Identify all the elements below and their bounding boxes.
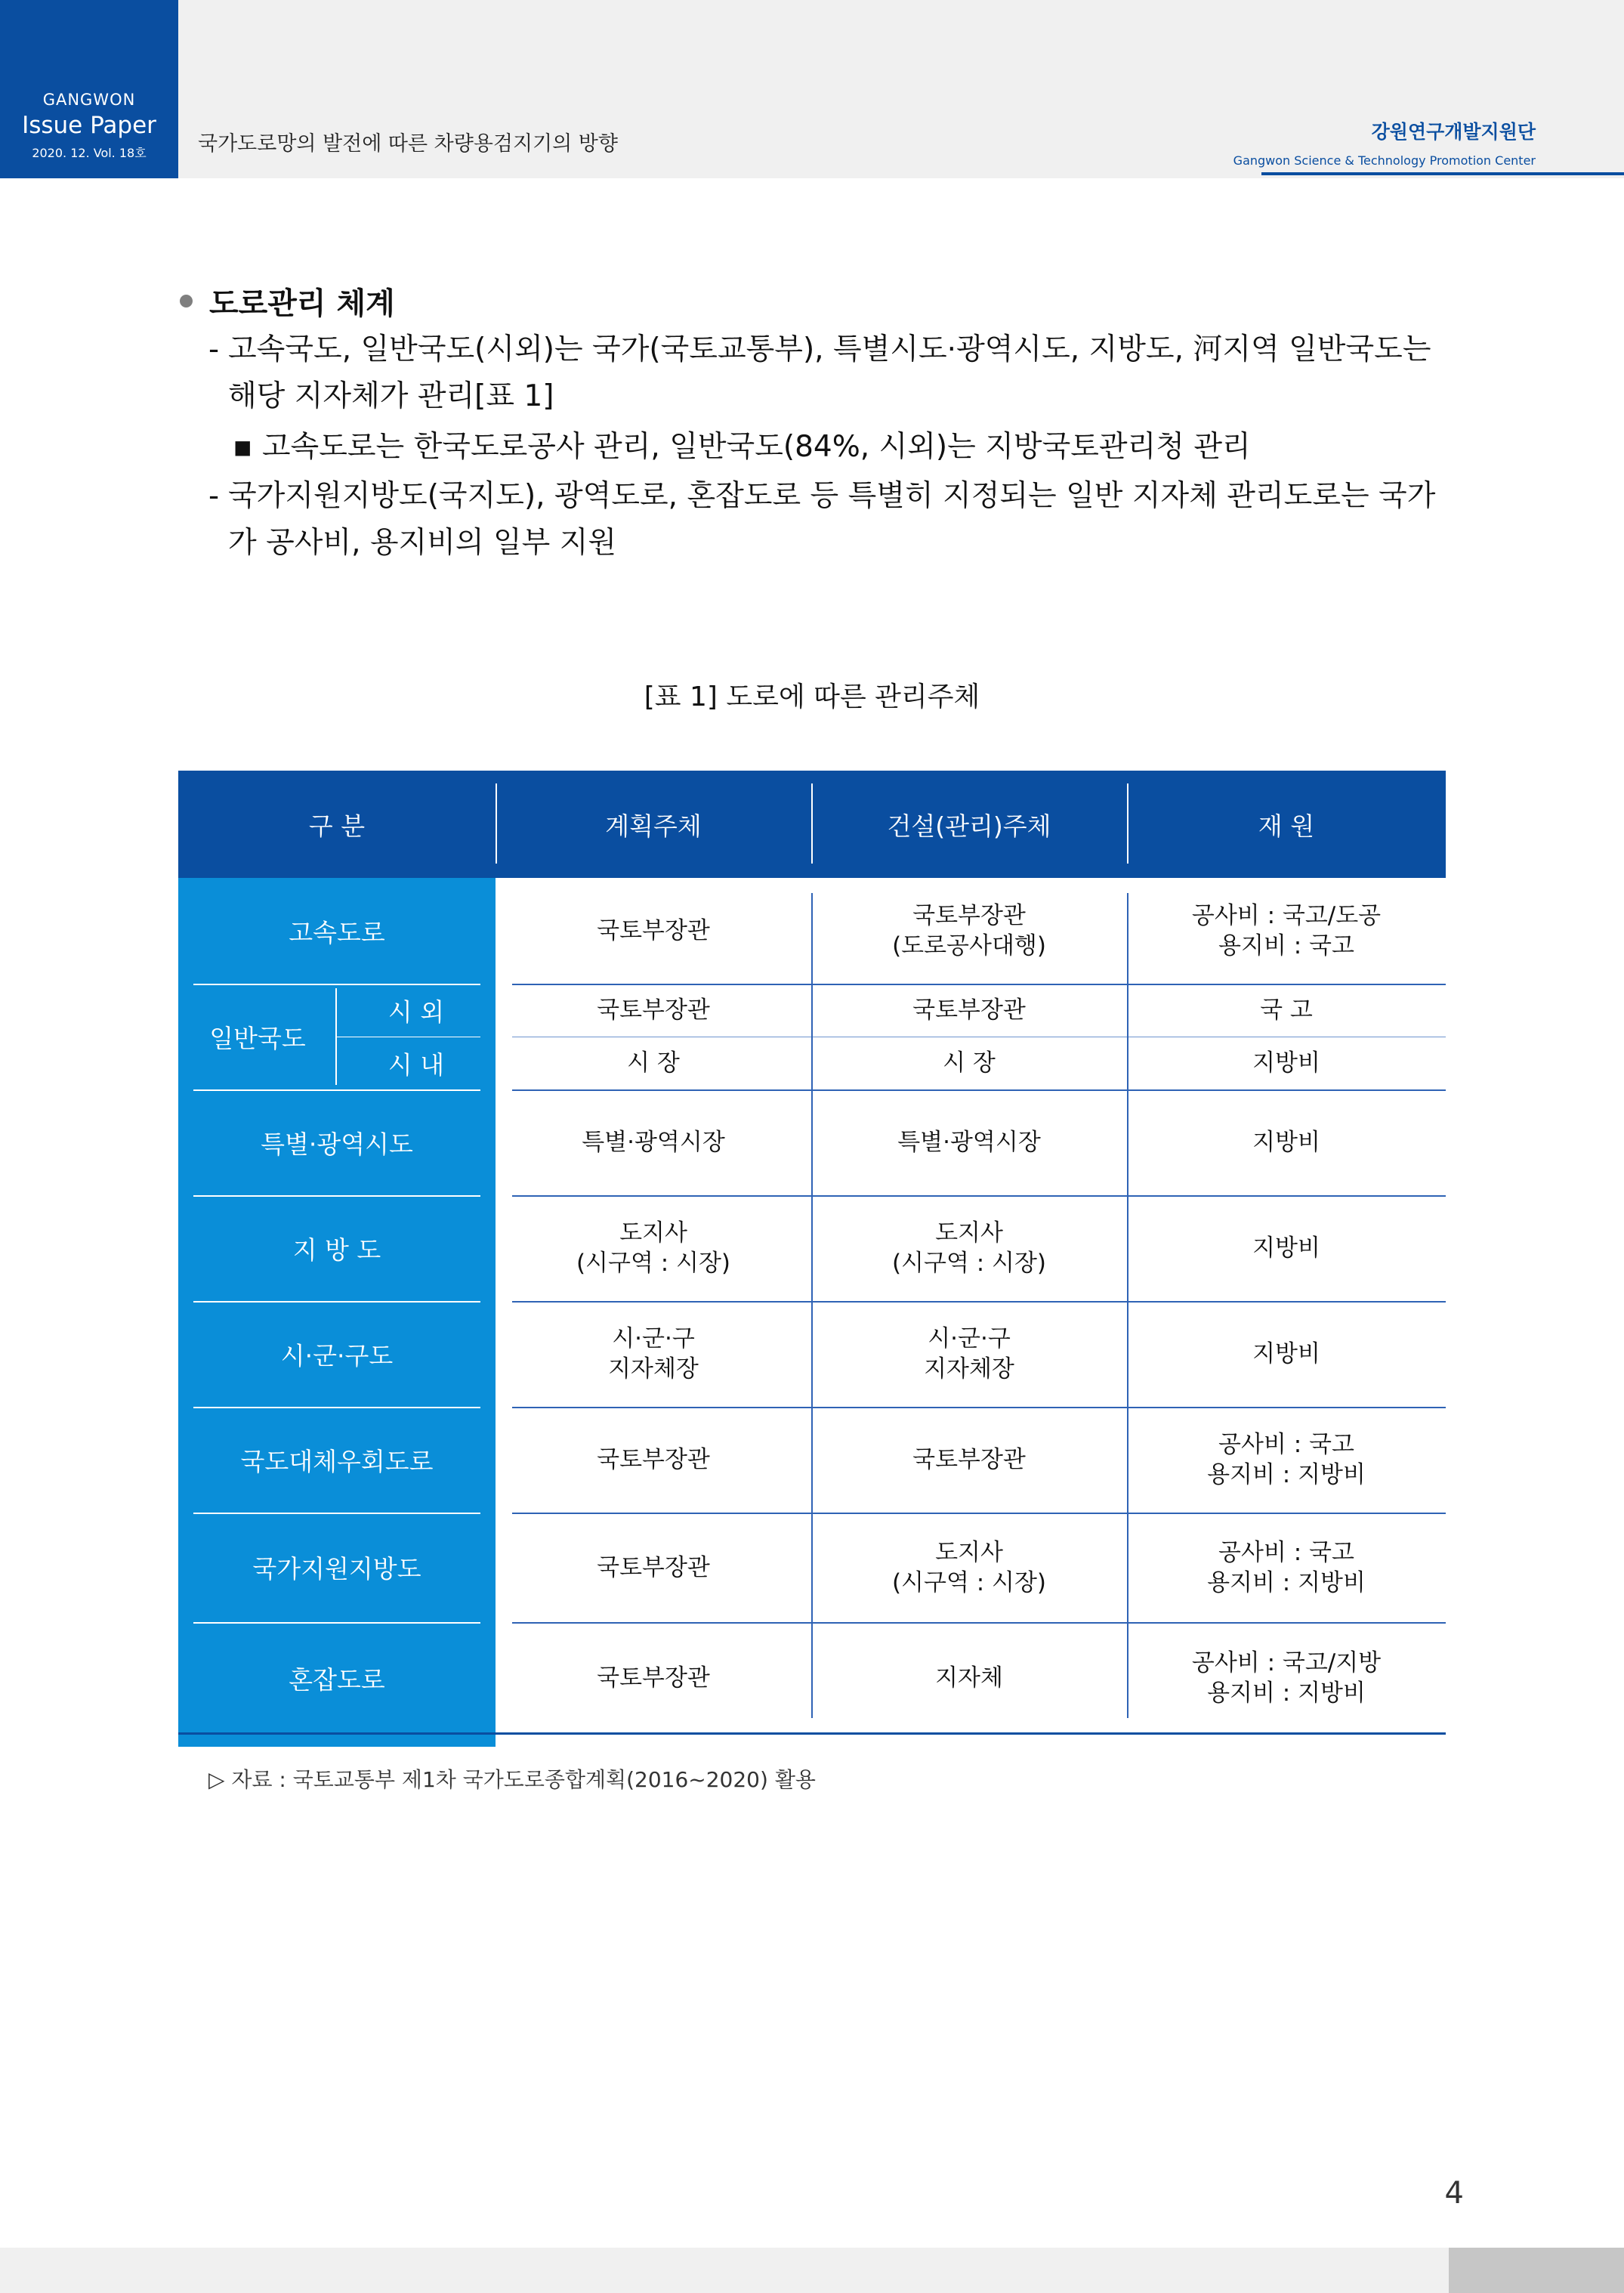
header-divider [811,783,813,864]
badge-date-volume: 2020. 12. Vol. 18호 [32,146,147,160]
row-label: 특별·광역시도 [261,1129,413,1159]
sub-bullet-text: 고속도로는 한국도로공사 관리, 일반국도(84%, 시외)는 지방국토관리청 관리 [261,430,1251,464]
cell-build: 국토부장관 (도로공사대행) [892,902,1046,960]
badge-issue-paper: Issue Paper [22,112,156,139]
cell-fund: 공사비 : 국고/도공 용지비 : 국고 [1191,902,1382,960]
para1-line1: 고속국도, 일반국도(시외)는 국가(국토교통부), 특별시도·광역시도, 지방도, 河지역 일반국도는 [228,332,1431,366]
cell-build: 시 장 [943,1049,996,1077]
row-sublabel: 시 내 [387,1049,445,1080]
dash-marker: - [208,479,220,513]
cell-plan: 특별·광역시장 [582,1129,725,1156]
row-label: 일반국도 [209,1023,306,1053]
cell-build: 시·군·구 지자체장 [924,1325,1014,1383]
row-label: 지 방 도 [292,1235,381,1265]
cell-plan: 시·군·구 지자체장 [608,1325,699,1383]
organization [1233,117,1536,168]
table-caption: [표 1] 도로에 따른 관리주체 [644,681,980,712]
table-bottom-border [178,1732,1446,1735]
cell-fund: 지방비 [1252,1129,1320,1156]
table-source: ▷ 자료 : 국토교통부 제1차 국가도로종합계획(2016~2020) 활용 [208,1767,816,1792]
header-construction: 건설(관리)주체 [887,811,1051,841]
section-title: 도로관리 체계 [209,286,395,321]
cell-build: 도지사 (시구역 : 시장) [891,1538,1047,1596]
label-divider [193,1513,480,1514]
cell-plan: 시 장 [627,1049,680,1077]
cell-fund: 지방비 [1252,1049,1320,1077]
page-footer [0,2248,1624,2293]
paragraph-1 [208,326,1462,420]
issue-paper-badge [0,0,178,178]
badge-gangwon: GANGWON [42,91,136,109]
cell-build: 국토부장관 [912,997,1026,1024]
header-accent-line [1261,172,1624,175]
row-label: 국가지원지방도 [252,1554,421,1584]
cell-plan: 도지사 (시구역 : 시장) [576,1219,731,1277]
row-label: 국도대체우회도로 [240,1446,434,1476]
row-label: 혼잡도로 [289,1664,385,1695]
cell-build: 특별·광역시장 [897,1129,1041,1156]
cell-plan: 국토부장관 [597,1553,710,1581]
header-planning: 계획주체 [605,811,702,841]
header-category: 구 분 [308,811,366,841]
label-divider [193,1301,480,1303]
cell-plan: 국토부장관 [597,917,710,944]
cell-fund: 지방비 [1252,1235,1320,1262]
cell-build: 지자체 [935,1664,1003,1692]
cell-fund: 공사비 : 국고 용지비 : 지방비 [1207,1538,1366,1596]
para2-line1: 국가지원지방도(국지도), 광역도로, 혼잡도로 등 특별히 지정되는 일반 지자체 관리도로는 국가 [228,479,1436,513]
page-number: 4 [1444,2176,1464,2211]
label-divider [335,988,337,1085]
header-divider [1127,783,1128,864]
header-title: 국가도로망의 발전에 따른 차량용검지기의 방향 [198,132,618,156]
label-divider [193,984,480,985]
dash-marker: - [208,332,220,366]
cell-plan: 국토부장관 [597,997,710,1024]
para1-line2: 해당 지자체가 관리[표 1] [228,379,554,413]
row-label: 고속도로 [289,917,385,947]
management-table [178,771,1446,1734]
section-heading [174,280,395,323]
row-sublabel: 시 외 [387,997,445,1027]
organization-korean: 강원연구개발지원단 [1371,121,1536,143]
cell-plan: 국토부장관 [597,1446,710,1473]
cell-fund: 공사비 : 국고 용지비 : 지방비 [1207,1431,1366,1488]
label-divider [193,1407,480,1408]
cell-build: 국토부장관 [912,1446,1026,1473]
cell-build: 도지사 (시구역 : 시장) [891,1219,1047,1277]
footer-accent-block [1449,2248,1624,2293]
square-bullet-icon: ▪ [233,430,253,464]
organization-english: Gangwon Science & Technology Promotion Center [1233,153,1536,168]
label-divider [193,1622,480,1624]
header-divider [496,783,497,864]
para2-line2: 가 공사비, 용지비의 일부 지원 [228,526,617,560]
label-divider [193,1195,480,1197]
cell-fund: 공사비 : 국고/지방 용지비 : 지방비 [1191,1649,1382,1707]
header-funding: 재 원 [1258,811,1315,841]
sub-bullet [233,423,1251,465]
cell-fund: 지방비 [1252,1340,1320,1367]
cell-plan: 국토부장관 [597,1664,710,1692]
bullet-dot-icon [180,295,193,307]
row-label: 시·군·구도 [280,1340,394,1371]
cell-fund: 국 고 [1260,997,1313,1024]
paragraph-2 [208,473,1462,567]
label-divider [193,1089,480,1091]
